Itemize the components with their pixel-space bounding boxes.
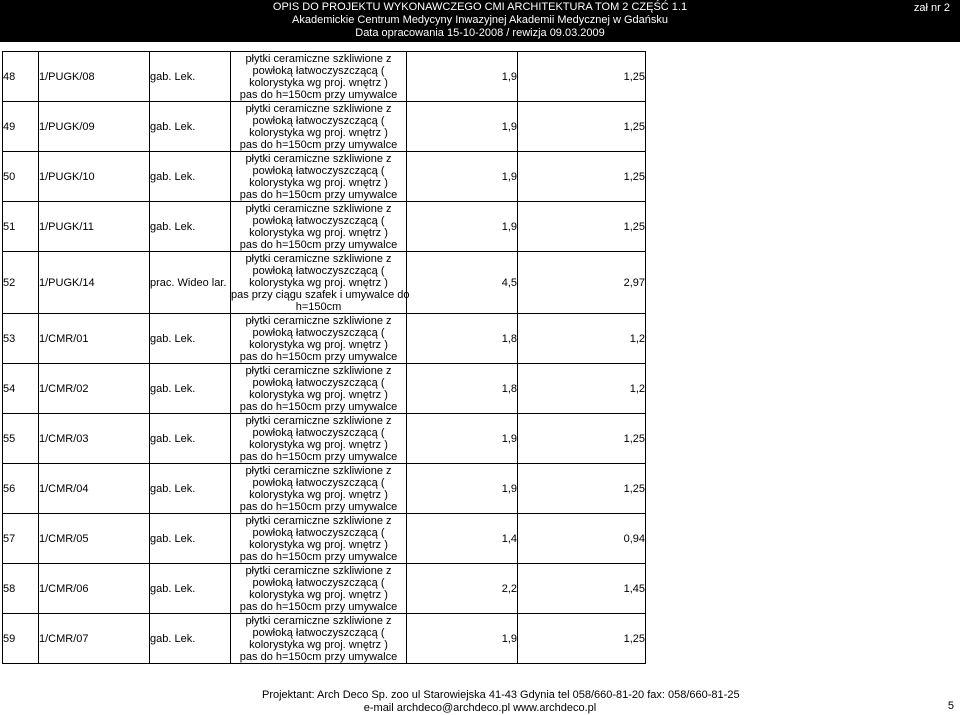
description-line: pas do h=150cm przy umywalce (239, 600, 398, 613)
page-number: 5 (947, 700, 954, 712)
header-title: OPIS DO PROJEKTU WYKONAWCZEGO CMI ARCHITEKTURA TOM 2 CZĘŚĆ 1.1 (272, 1, 688, 13)
room-name: gab. Lek. (150, 464, 231, 514)
row-number: 57 (3, 514, 39, 564)
row-number: 54 (3, 364, 39, 414)
description-line: kolorystyka wg proj. wnętrz ) (249, 588, 388, 601)
description-line: płytki ceramiczne szkliwione z (245, 314, 392, 327)
room-symbol: 1/CMR/04 (39, 464, 150, 514)
description-line: powłoką łatwoczyszczącą ( (252, 114, 385, 127)
room-symbol: 1/PUGK/09 (39, 102, 150, 152)
finish-description (231, 252, 410, 314)
table-row (3, 414, 646, 464)
description-line: pas przy ciągu szafek i umywalce do (231, 288, 410, 301)
description-line: płytki ceramiczne szkliwione z (245, 102, 392, 115)
room-name: gab. Lek. (150, 152, 231, 202)
header-date: Data opracowania 15-10-2008 / rewizja 09.03.2009 (355, 27, 605, 39)
area-value-2: 1,25 (518, 202, 646, 252)
finish-description (231, 364, 407, 414)
row-number: 51 (3, 202, 39, 252)
area-value-2: 1,25 (518, 102, 646, 152)
area-value-2: 2,97 (518, 252, 646, 314)
description-line: kolorystyka wg proj. wnętrz ) (249, 438, 388, 451)
area-value-2: 1,25 (518, 414, 646, 464)
room-symbol: 1/CMR/06 (39, 564, 150, 614)
description-line: powłoką łatwoczyszczącą ( (252, 326, 385, 339)
description-line: płytki ceramiczne szkliwione z (245, 564, 392, 577)
row-number: 55 (3, 414, 39, 464)
description-line: pas do h=150cm przy umywalce (239, 350, 398, 363)
table-row (3, 52, 646, 102)
room-name: gab. Lek. (150, 52, 231, 102)
description-line: pas do h=150cm przy umywalce (239, 400, 398, 413)
description-line: pas do h=150cm przy umywalce (239, 500, 398, 513)
description-line: kolorystyka wg proj. wnętrz ) (249, 76, 388, 89)
area-value-1: 1,8 (407, 364, 518, 414)
description-line: płytki ceramiczne szkliwione z (245, 364, 392, 377)
area-value-2: 1,2 (518, 364, 646, 414)
description-line: kolorystyka wg proj. wnętrz ) (249, 538, 388, 551)
description-line: powłoką łatwoczyszczącą ( (252, 626, 385, 639)
room-name: gab. Lek. (150, 614, 231, 664)
room-name: gab. Lek. (150, 364, 231, 414)
table-row (3, 614, 646, 664)
area-value-1: 1,9 (407, 102, 518, 152)
finish-description (231, 464, 407, 514)
row-number: 50 (3, 152, 39, 202)
header-institution: Akademickie Centrum Medycyny Inwazyjnej Akademii Medycznej w Gdańsku (292, 14, 668, 26)
description-line: kolorystyka wg proj. wnętrz ) (249, 488, 388, 501)
area-value-1: 1,9 (407, 464, 518, 514)
area-value-1: 1,4 (407, 514, 518, 564)
description-line: powłoką łatwoczyszczącą ( (252, 376, 385, 389)
area-value-1: 2,2 (407, 564, 518, 614)
description-line: kolorystyka wg proj. wnętrz ) (249, 176, 388, 189)
room-name: gab. Lek. (150, 314, 231, 364)
row-number: 59 (3, 614, 39, 664)
area-value-2: 1,45 (518, 564, 646, 614)
area-value-2: 1,2 (518, 314, 646, 364)
description-line: powłoką łatwoczyszczącą ( (252, 476, 385, 489)
table-row (3, 202, 646, 252)
area-value-1: 1,9 (407, 202, 518, 252)
room-name: gab. Lek. (150, 102, 231, 152)
room-symbol: 1/CMR/01 (39, 314, 150, 364)
area-value-2: 0,94 (518, 514, 646, 564)
finish-description (231, 52, 407, 102)
room-symbol: 1/PUGK/14 (39, 252, 150, 314)
finish-description (231, 414, 407, 464)
table-row (3, 514, 646, 564)
row-number: 49 (3, 102, 39, 152)
attachment-label: zał nr 2 (913, 2, 950, 14)
description-line: kolorystyka wg proj. wnętrz ) (249, 276, 388, 289)
row-number: 52 (3, 252, 39, 314)
room-symbol: 1/CMR/05 (39, 514, 150, 564)
description-line: płytki ceramiczne szkliwione z (245, 464, 392, 477)
description-line: pas do h=150cm przy umywalce (239, 650, 398, 663)
area-value-2: 1,25 (518, 152, 646, 202)
area-value-2: 1,25 (518, 614, 646, 664)
description-line: kolorystyka wg proj. wnętrz ) (249, 226, 388, 239)
room-symbol: 1/PUGK/11 (39, 202, 150, 252)
area-value-2: 1,25 (518, 52, 646, 102)
finish-description (231, 102, 407, 152)
room-name: gab. Lek. (150, 564, 231, 614)
table-row (3, 314, 646, 364)
finish-description (231, 152, 407, 202)
finish-description (231, 314, 407, 364)
description-line: pas do h=150cm przy umywalce (239, 238, 398, 251)
description-line: płytki ceramiczne szkliwione z (245, 514, 392, 527)
description-line: płytki ceramiczne szkliwione z (245, 202, 392, 215)
description-line: powłoką łatwoczyszczącą ( (252, 576, 385, 589)
table-row (3, 102, 646, 152)
finish-description (231, 614, 407, 664)
area-value-1: 1,9 (407, 52, 518, 102)
area-value-1: 1,9 (407, 614, 518, 664)
room-name: gab. Lek. (150, 514, 231, 564)
area-value-1: 1,9 (407, 414, 518, 464)
description-line: kolorystyka wg proj. wnętrz ) (249, 126, 388, 139)
area-value-1: 1,9 (407, 152, 518, 202)
description-line: powłoką łatwoczyszczącą ( (252, 214, 385, 227)
description-line: płytki ceramiczne szkliwione z (245, 414, 392, 427)
description-line: powłoką łatwoczyszczącą ( (252, 426, 385, 439)
description-line: pas do h=150cm przy umywalce (239, 88, 398, 101)
row-number: 53 (3, 314, 39, 364)
area-value-1: 4,5 (407, 252, 518, 314)
description-line: pas do h=150cm przy umywalce (239, 188, 398, 201)
table-row (3, 152, 646, 202)
description-line: powłoką łatwoczyszczącą ( (252, 264, 385, 277)
description-line: kolorystyka wg proj. wnętrz ) (249, 638, 388, 651)
table-row (3, 252, 646, 314)
area-value-2: 1,25 (518, 464, 646, 514)
room-symbol: 1/CMR/02 (39, 364, 150, 414)
finish-description (231, 564, 407, 614)
description-line: pas do h=150cm przy umywalce (239, 138, 398, 151)
room-name: gab. Lek. (150, 414, 231, 464)
description-line: kolorystyka wg proj. wnętrz ) (249, 338, 388, 351)
description-line: płytki ceramiczne szkliwione z (245, 614, 392, 627)
footer-designer: Projektant: Arch Deco Sp. zoo ul Starowiejska 41-43 Gdynia tel 058/660-81-20 fax: 058/660-81-25 (262, 689, 740, 701)
room-finish-table (2, 51, 646, 664)
area-value-1: 1,8 (407, 314, 518, 364)
table-row (3, 464, 646, 514)
description-line: powłoką łatwoczyszczącą ( (252, 164, 385, 177)
description-line: powłoką łatwoczyszczącą ( (252, 526, 385, 539)
room-name: gab. Lek. (150, 202, 231, 252)
row-number: 48 (3, 52, 39, 102)
row-number: 56 (3, 464, 39, 514)
finish-description (231, 514, 407, 564)
description-line: płytki ceramiczne szkliwione z (245, 252, 392, 265)
room-symbol: 1/CMR/03 (39, 414, 150, 464)
room-symbol: 1/PUGK/10 (39, 152, 150, 202)
table-row (3, 564, 646, 614)
room-name: prac. Wideo lar. (150, 252, 231, 314)
description-line: powłoką łatwoczyszczącą ( (252, 64, 385, 77)
document-header (0, 0, 960, 42)
row-number: 58 (3, 564, 39, 614)
description-line: pas do h=150cm przy umywalce (239, 450, 398, 463)
footer-contact: e-mail archdeco@archdeco.pl www.archdeco.pl (363, 702, 597, 714)
table-row (3, 364, 646, 414)
description-line: płytki ceramiczne szkliwione z (245, 152, 392, 165)
room-symbol: 1/CMR/07 (39, 614, 150, 664)
finish-description (231, 202, 407, 252)
description-line: płytki ceramiczne szkliwione z (245, 52, 392, 65)
description-line: h=150cm (295, 300, 342, 313)
description-line: pas do h=150cm przy umywalce (239, 550, 398, 563)
description-line: kolorystyka wg proj. wnętrz ) (249, 388, 388, 401)
room-symbol: 1/PUGK/08 (39, 52, 150, 102)
